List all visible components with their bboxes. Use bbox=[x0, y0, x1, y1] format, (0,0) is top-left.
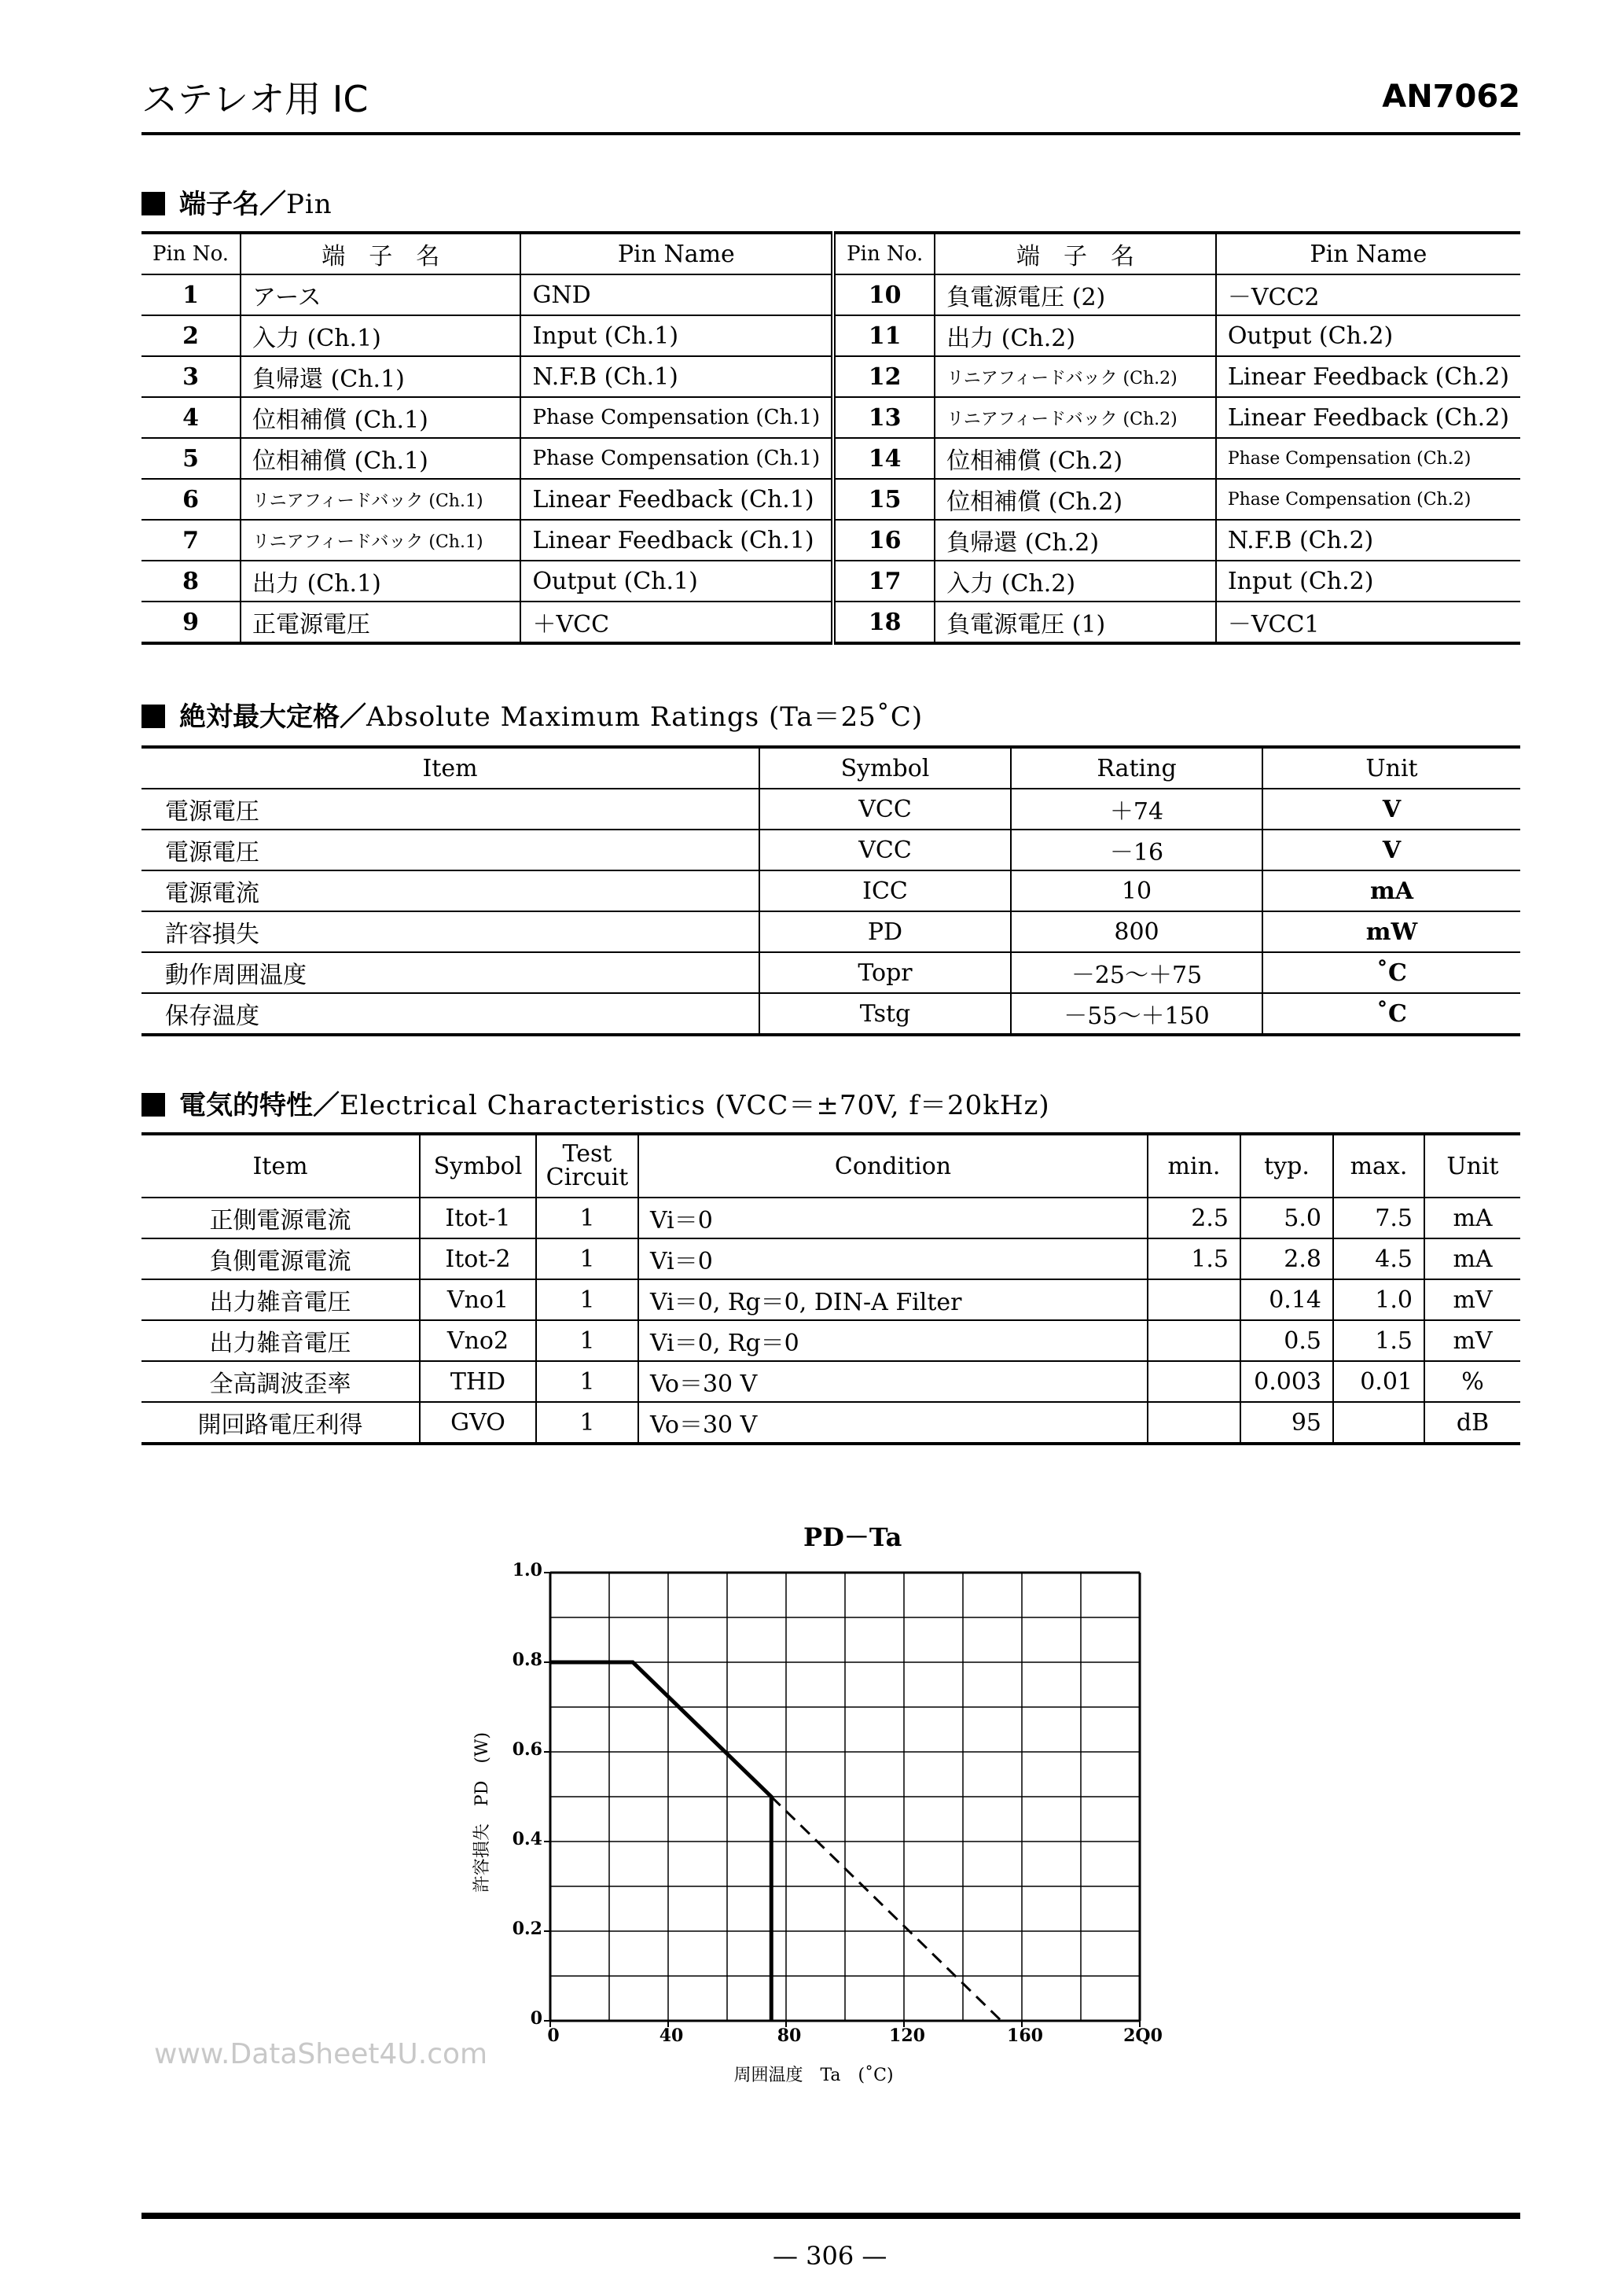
y-tick-label: 0.4 bbox=[512, 1829, 542, 1849]
col-header: 端 子 名 bbox=[935, 233, 1216, 274]
pin-table-header bbox=[141, 233, 1520, 274]
elec-title-en: Electrical Characteristics (VCC＝±70V, f＝20kHz) bbox=[340, 1090, 1050, 1121]
table-row: 負側電源電流 Itot-2 1 Vi＝0 1.5 2.8 4.5 mA bbox=[141, 1238, 1520, 1279]
table-row: 電源電圧 VCC ＋74 V bbox=[141, 789, 1520, 830]
table-row: 1 アース GND 10 負電源電圧 (2) －VCC2 bbox=[141, 274, 1520, 315]
ratings-header: Item Symbol Rating Unit bbox=[141, 747, 1520, 789]
chart-ticks bbox=[513, 1560, 1163, 2046]
col-header: Pin No. bbox=[141, 233, 241, 274]
col-header: Pin Name bbox=[1216, 233, 1520, 274]
table-row: 2 入力 (Ch.1) Input (Ch.1) 11 出力 (Ch.2) Output (Ch.2) bbox=[141, 315, 1520, 356]
x-tick-label: 40 bbox=[659, 2026, 684, 2046]
page-number: — 306 — bbox=[773, 2241, 887, 2271]
table-row: 出力雑音電圧 Vno1 1 Vi＝0, Rg＝0, DIN-A Filter 0.14 1.0 mV bbox=[141, 1279, 1520, 1320]
table-row: 全高調波歪率 THD 1 Vo＝30 V 0.003 0.01 % bbox=[141, 1361, 1520, 1402]
y-tick-label: 1.0 bbox=[512, 1560, 542, 1580]
table-row: 7 リニアフィードバック (Ch.1) Linear Feedback (Ch.1) 16 負帰還 (Ch.2) N.F.B (Ch.2) bbox=[141, 520, 1520, 561]
page-title: ステレオ用 IC bbox=[141, 78, 369, 120]
y-tick-label: 0.8 bbox=[512, 1650, 542, 1670]
pin-title-en: Pin bbox=[286, 189, 333, 220]
table-row: 動作周囲温度 Topr －25～＋75 ˚C bbox=[141, 952, 1520, 993]
pin-table bbox=[141, 231, 1520, 645]
table-row: 8 出力 (Ch.1) Output (Ch.1) 17 入力 (Ch.2) Input (Ch.2) bbox=[141, 561, 1520, 602]
table-row: 出力雑音電圧 Vno2 1 Vi＝0, Rg＝0 0.5 1.5 mV bbox=[141, 1320, 1520, 1361]
table-row: 5 位相補償 (Ch.1) Phase Compensation (Ch.1) 14 位相補償 (Ch.2) Phase Compensation (Ch.2) bbox=[141, 438, 1520, 479]
x-tick-label: 0 bbox=[547, 2026, 560, 2046]
table-row: 開回路電圧利得 GVO 1 Vo＝30 V 95 dB bbox=[141, 1402, 1520, 1444]
table-row: 6 リニアフィードバック (Ch.1) Linear Feedback (Ch.1) 15 位相補償 (Ch.2) Phase Compensation (Ch.2) bbox=[141, 479, 1520, 520]
watermark: www.DataSheet4U.com bbox=[154, 2038, 488, 2070]
pd-ta-chart bbox=[440, 1541, 1211, 2085]
ratings-title-en: Absolute Maximum Ratings (Ta＝25˚C) bbox=[366, 701, 924, 733]
series-line-dashed bbox=[771, 1797, 1001, 2021]
elec-header: Item Symbol Test Circuit Condition min. typ. max. Unit bbox=[141, 1134, 1520, 1198]
y-tick-label: 0 bbox=[530, 2008, 542, 2029]
col-header: Pin Name bbox=[520, 233, 833, 274]
chart-title: PD－Ta bbox=[803, 1522, 902, 1552]
x-tick-label: 2Q0 bbox=[1123, 2026, 1163, 2046]
table-row: 正側電源電流 Itot-1 1 Vi＝0 2.5 5.0 7.5 mA bbox=[141, 1198, 1520, 1238]
ratings-section-title bbox=[141, 695, 923, 734]
table-row: 電源電流 ICC 10 mA bbox=[141, 870, 1520, 911]
pin-section-title bbox=[141, 182, 333, 221]
table-row: 電源電圧 VCC －16 V bbox=[141, 830, 1520, 870]
x-tick-label: 80 bbox=[777, 2026, 802, 2046]
elec-section-title bbox=[141, 1084, 1050, 1122]
table-row: 3 負帰還 (Ch.1) N.F.B (Ch.1) 12 リニアフィードバック (Ch.2) Linear Feedback (Ch.2) bbox=[141, 356, 1520, 397]
y-tick-label: 0.2 bbox=[512, 1919, 542, 1939]
square-bullet-icon bbox=[141, 192, 165, 215]
ratings-table bbox=[141, 745, 1520, 1036]
table-row: 9 正電源電圧 ＋VCC 18 負電源電圧 (1) －VCC1 bbox=[141, 602, 1520, 643]
ratings-title-jp: 絶対最大定格／ bbox=[179, 701, 366, 733]
x-tick-label: 160 bbox=[1007, 2026, 1043, 2046]
x-axis-label: 周囲温度 Ta (˚C) bbox=[733, 2066, 894, 2085]
y-axis-label: 許容損失 PD (W) bbox=[472, 1731, 492, 1893]
col-header: Pin No. bbox=[833, 233, 935, 274]
footer-rule bbox=[141, 2213, 1520, 2219]
part-number: AN7062 bbox=[1382, 79, 1520, 115]
table-row: 許容損失 PD 800 mW bbox=[141, 911, 1520, 952]
y-tick-label: 0.6 bbox=[512, 1739, 542, 1760]
table-row: 保存温度 Tstg －55～＋150 ˚C bbox=[141, 993, 1520, 1035]
square-bullet-icon bbox=[141, 705, 165, 728]
elec-title-jp: 電気的特性／ bbox=[179, 1090, 340, 1121]
x-tick-label: 120 bbox=[889, 2026, 925, 2046]
square-bullet-icon bbox=[141, 1093, 165, 1117]
table-row: 4 位相補償 (Ch.1) Phase Compensation (Ch.1) 13 リニアフィードバック (Ch.2) Linear Feedback (Ch.2) bbox=[141, 397, 1520, 438]
elec-table bbox=[141, 1132, 1520, 1445]
header-rule bbox=[141, 132, 1520, 135]
chart-grid bbox=[550, 1573, 1140, 2021]
pin-title-jp: 端子名／ bbox=[179, 189, 286, 220]
col-header: 端 子 名 bbox=[241, 233, 520, 274]
